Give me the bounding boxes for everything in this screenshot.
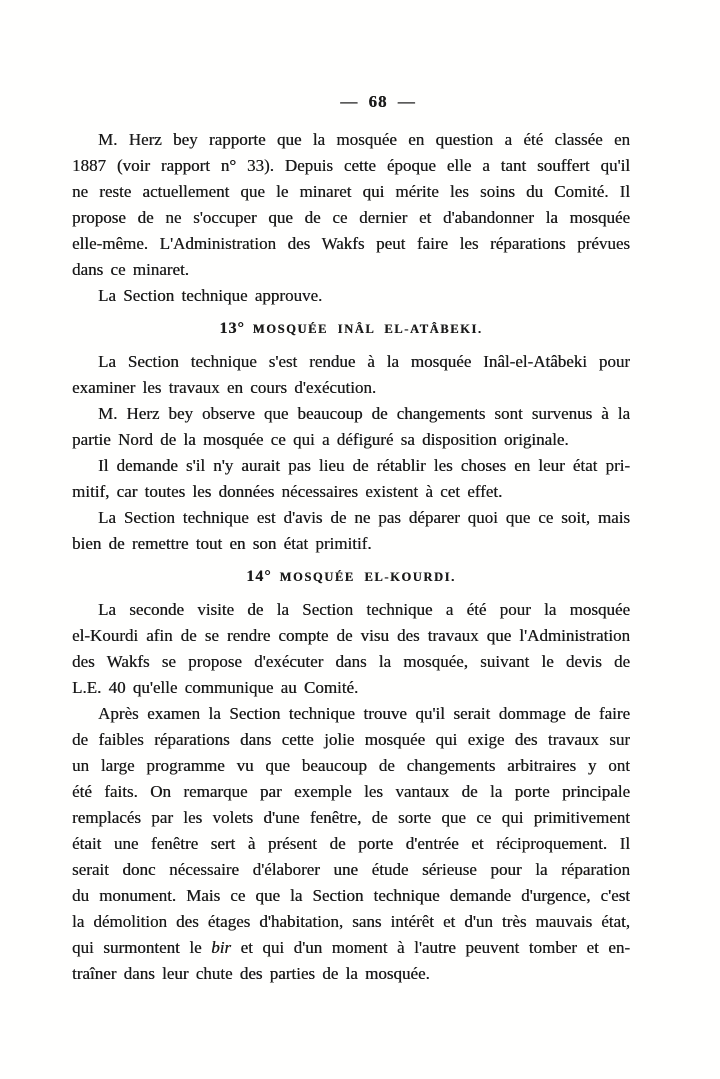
text-line: partie Nord de la mosquée ce qui a défiguré sa disposition originale. — [72, 430, 569, 449]
text-line: La Section technique est d'avis de ne pas déparer quoi que ce soit, mais — [98, 508, 630, 527]
text-segment: et qui d'un moment à l'autre peuvent tomber et en- — [230, 938, 630, 957]
text-line: du monument. Mais ce que la Section technique demande d'urgence, c'est — [72, 886, 630, 905]
text-line: propose de ne s'occuper que de ce dernier et d'abandonner la mosquée — [72, 208, 630, 227]
text-line: mitif, car toutes les données nécessaires existent à cet effet. — [72, 482, 503, 501]
text-block — [72, 127, 630, 987]
text-line: Il demande s'il n'y aurait pas lieu de rétablir les choses en leur état pri- — [98, 456, 630, 475]
italic-term: bir — [211, 938, 231, 957]
text-line: était une fenêtre sert à présent de porte d'entrée et réciproquement. Il — [72, 834, 630, 853]
text-line: la démolition des étages d'habitation, sans intérêt et d'un très mauvais état, — [72, 912, 630, 931]
page-number — [36, 92, 720, 112]
text-line: La Section technique s'est rendue à la mosquée Inâl-el-Atâbeki pour — [98, 352, 630, 371]
page-number-text: — 68 — — [340, 92, 416, 111]
text-line: Après examen la Section technique trouve qu'il serait dommage de faire — [98, 704, 630, 723]
section-heading-number: 13° — [219, 320, 245, 337]
section-heading — [72, 563, 630, 589]
text-line: bien de remettre tout en son état primitif. — [72, 534, 372, 553]
text-line: dans ce minaret. — [72, 260, 189, 279]
text-line: traîner dans leur chute des parties de la mosquée. — [72, 964, 430, 983]
text-line: el-Kourdi afin de se rendre compte de visu des travaux que l'Administration — [72, 626, 630, 645]
text-line: M. Herz bey rapporte que la mosquée en question a été classée en — [98, 130, 630, 149]
section-heading-number: 14° — [246, 568, 272, 585]
text-line: serait donc nécessaire d'élaborer une étude sérieuse pour la réparation — [72, 860, 630, 879]
text-line: 1887 (voir rapport n° 33). Depuis cette époque elle a tant souffert qu'il — [72, 156, 630, 175]
text-line: été faits. On remarque par exemple les vantaux de la porte principale — [72, 782, 630, 801]
text-line: elle-même. L'Administration des Wakfs peut faire les réparations prévues — [72, 234, 630, 253]
text-segment: qui surmontent le — [72, 938, 212, 957]
text-line: examiner les travaux en cours d'exécution. — [72, 378, 377, 397]
text-line: un large programme vu que beaucoup de changements arbitraires y ont — [72, 756, 630, 775]
text-line — [72, 935, 630, 961]
section-heading-title: MOSQUÉE INÂL EL-ATÂBEKI. — [252, 322, 483, 336]
text-line: remplacés par les volets d'une fenêtre, de sorte que ce qui primitivement — [72, 808, 630, 827]
text-line: M. Herz bey observe que beaucoup de changements sont survenus à la — [98, 404, 630, 423]
text-line: des Wakfs se propose d'exécuter dans la mosquée, suivant le devis de — [72, 652, 630, 671]
text-line: de faibles réparations dans cette jolie mosquée qui exige des travaux sur — [72, 730, 630, 749]
text-line: La Section technique approuve. — [98, 286, 323, 305]
section-heading — [72, 315, 630, 341]
text-line: ne reste actuellement que le minaret qui mérite les soins du Comité. Il — [72, 182, 630, 201]
text-line: La seconde visite de la Section technique a été pour la mosquée — [98, 600, 630, 619]
text-line: L.E. 40 qu'elle communique au Comité. — [72, 678, 359, 697]
section-heading-title: MOSQUÉE EL-KOURDI. — [279, 570, 456, 584]
